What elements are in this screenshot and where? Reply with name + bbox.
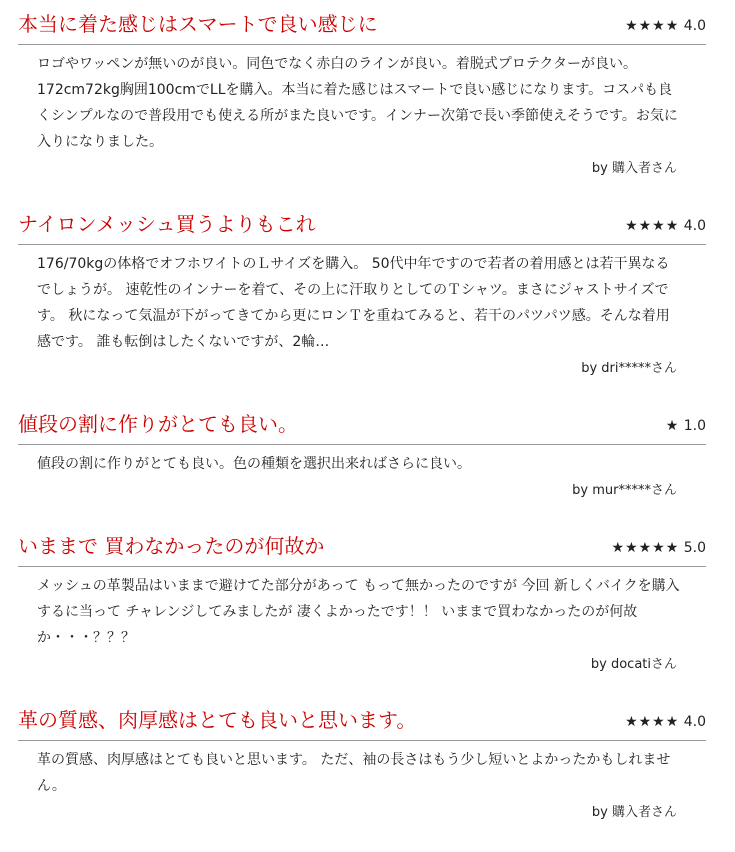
review-author: by dri*****さん xyxy=(581,361,677,376)
rating-score: 4.0 xyxy=(683,714,706,730)
review-header xyxy=(18,208,706,245)
rating-score: 4.0 xyxy=(683,218,706,234)
review-title: 本当に着た感じはスマートで良い感じに xyxy=(18,12,378,36)
review-author: by docatiさん xyxy=(590,657,677,672)
rating-score: 1.0 xyxy=(683,418,706,434)
review-rating xyxy=(625,714,706,730)
review-header xyxy=(18,530,706,567)
review-header xyxy=(18,8,706,45)
review-item xyxy=(0,8,735,176)
review-item xyxy=(0,208,735,376)
review-author: by 購入者さん xyxy=(591,805,677,820)
review-title: ナイロンメッシュ買うよりもこれ xyxy=(18,212,316,236)
review-rating xyxy=(666,418,706,434)
star-rating-icon: ★★★★ xyxy=(625,714,680,730)
rating-score: 4.0 xyxy=(683,18,706,34)
review-rating xyxy=(612,540,706,556)
review-title: いままで 買わなかったのが何故か xyxy=(18,534,325,558)
review-header xyxy=(18,704,706,741)
review-header xyxy=(18,408,706,445)
review-item xyxy=(0,530,735,672)
rating-score: 5.0 xyxy=(683,540,706,556)
review-item xyxy=(0,704,735,820)
review-body: 革の質感、肉厚感はとても良いと思います。 ただ、袖の長さはもう少し短いとよかったかもしれません。 xyxy=(37,752,671,794)
star-rating-icon: ★ xyxy=(665,418,680,434)
review-body: 値段の割に作りがとても良い。色の種類を選択出来ればさらに良い。 xyxy=(37,456,471,472)
review-title: 値段の割に作りがとても良い。 xyxy=(18,412,298,436)
review-body: ロゴやワッペンが無いのが良い。同色でなく赤白のラインが良い。着脱式プロテクターが良い。 172cm72kg胸囲100cmでLLを購入。本当に着た感じはスマートで良い感じになります。コスパも良くシンプルなので普段用でも使える所がまた良いです。インナー次第で長い季節使えそうです。お気に入りになりました。 xyxy=(37,56,678,150)
review-rating xyxy=(625,18,706,34)
review-title: 革の質感、肉厚感はとても良いと思います。 xyxy=(18,708,417,732)
review-body: メッシュの革製品はいままで避けてた部分があって もって無かったのですが 今回 新しくバイクを購入するに当って チャレンジしてみましたが 凄くよかったです！！ いままで買わなかったのが何故か・・・？？？ xyxy=(37,578,680,646)
star-rating-icon: ★★★★ xyxy=(625,218,680,234)
review-author: by 購入者さん xyxy=(591,161,677,176)
star-rating-icon: ★★★★ xyxy=(625,18,680,34)
review-author: by mur*****さん xyxy=(572,483,677,498)
review-rating xyxy=(625,218,706,234)
review-body: 176/70kgの体格でオフホワイトのＬサイズを購入。 50代中年ですので若者の着用感とは若干異なるでしょうが。 速乾性のインナーを着て、その上に汗取りとしてのＴシャツ。まさにジャストサイズです。 秋になって気温が下がってきてから更にロンＴを重ねてみると、若干のパツパツ感。そんな着用感です。 誰も転倒はしたくないですが、2輪… xyxy=(37,256,670,350)
review-item xyxy=(0,408,735,498)
star-rating-icon: ★★★★★ xyxy=(611,540,680,556)
